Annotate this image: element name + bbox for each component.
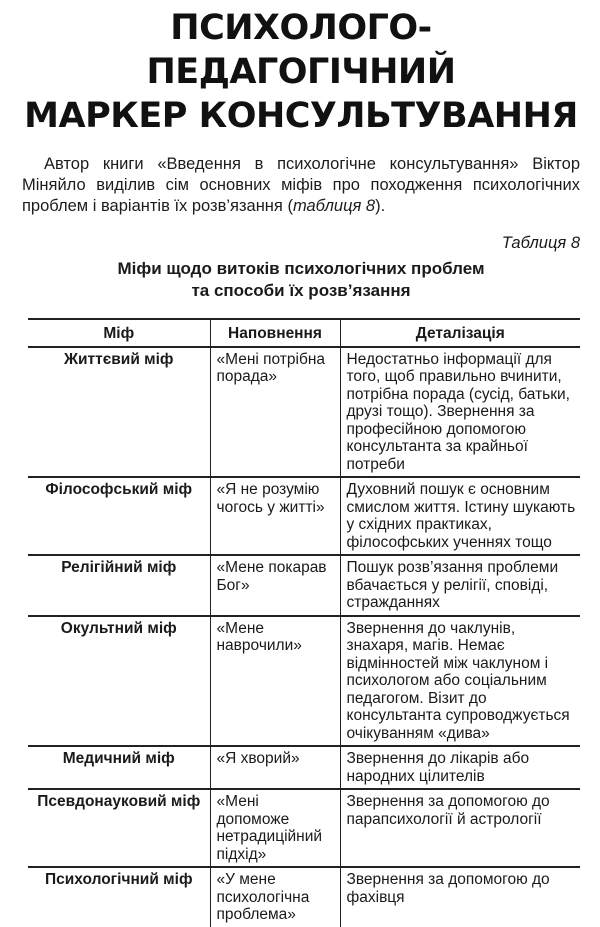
- table-row: [28, 789, 580, 867]
- myth-cell: Псевдонауковий міф: [28, 789, 210, 867]
- table-header-row: [28, 319, 580, 347]
- content-cell: «Мені потрібна порада»: [210, 347, 340, 478]
- intro-text: Автор книги «Введення в психологічне консультування» Віктор Міняйло виділив сім основних міфів про походження психологічних проблем і варіантів їх розв’язання (: [22, 155, 580, 215]
- header-detail: Деталізація: [340, 319, 580, 347]
- title-line-2: МАРКЕР КОНСУЛЬТУВАННЯ: [24, 96, 578, 136]
- detail-cell: Недостатньо інформації для того, щоб правильно вчинити, потрібна порада (сусід, батьки, друзі тощо). Звернення за професійною допомогою консультанта за крайньої потреби: [340, 347, 580, 478]
- myth-cell: Філософський міф: [28, 477, 210, 555]
- content-cell: «Я не розумію чогось у житті»: [210, 477, 340, 555]
- intro-table-reference: таблиця 8: [292, 197, 376, 215]
- detail-cell: Звернення за допомогою до фахівця: [340, 867, 580, 927]
- myths-table: [28, 318, 580, 927]
- myth-cell: Медичний міф: [28, 746, 210, 789]
- table-title-line-2: та способи їх розв’язання: [191, 281, 411, 300]
- title-line-1: ПСИХОЛОГО-ПЕДАГОГІЧНИЙ: [146, 8, 456, 92]
- header-content: Наповнення: [210, 319, 340, 347]
- intro-paragraph: [22, 154, 580, 217]
- detail-cell: Духовний пошук є основним смислом життя. Істину шукають у східних практиках, філософських ученнях тощо: [340, 477, 580, 555]
- header-myth: Міф: [28, 319, 210, 347]
- table-row: [28, 347, 580, 478]
- page-title: [22, 0, 580, 138]
- table-row: [28, 616, 580, 747]
- table-title-line-1: Міфи щодо витоків психологічних проблем: [117, 259, 485, 278]
- content-cell: «Мене покарав Бог»: [210, 555, 340, 616]
- table-number: Таблиця 8: [501, 234, 580, 252]
- detail-cell: Звернення до чаклунів, знахаря, магів. Немає відмінностей між чаклуном і психологом або соціальним педагогом. Візит до консультанта супроводжується очікуванням «дива»: [340, 616, 580, 747]
- myth-cell: Релігійний міф: [28, 555, 210, 616]
- content-cell: «Мені допоможе нетрадиційний підхід»: [210, 789, 340, 867]
- myth-cell: Психологічний міф: [44, 871, 193, 888]
- table-row: [28, 477, 580, 555]
- myth-cell: Окультний міф: [28, 616, 210, 747]
- detail-cell: Пошук розв’язання проблеми вбачається у релігії, сповіді, стражданнях: [340, 555, 580, 616]
- intro-end: ).: [375, 197, 386, 215]
- table-row: [28, 555, 580, 616]
- content-cell: «Я хворий»: [210, 746, 340, 789]
- myth-cell: Життєвий міф: [28, 347, 210, 478]
- content-cell: «У мене психологічна проблема»: [210, 867, 340, 927]
- table-row: [28, 867, 580, 927]
- content-cell: «Мене наврочили»: [210, 616, 340, 747]
- detail-cell: Звернення за допомогою до парапсихології й астрології: [340, 789, 580, 867]
- table-row: [28, 746, 580, 789]
- table-title: [22, 258, 580, 302]
- detail-cell: Звернення до лікарів або народних цілителів: [340, 746, 580, 789]
